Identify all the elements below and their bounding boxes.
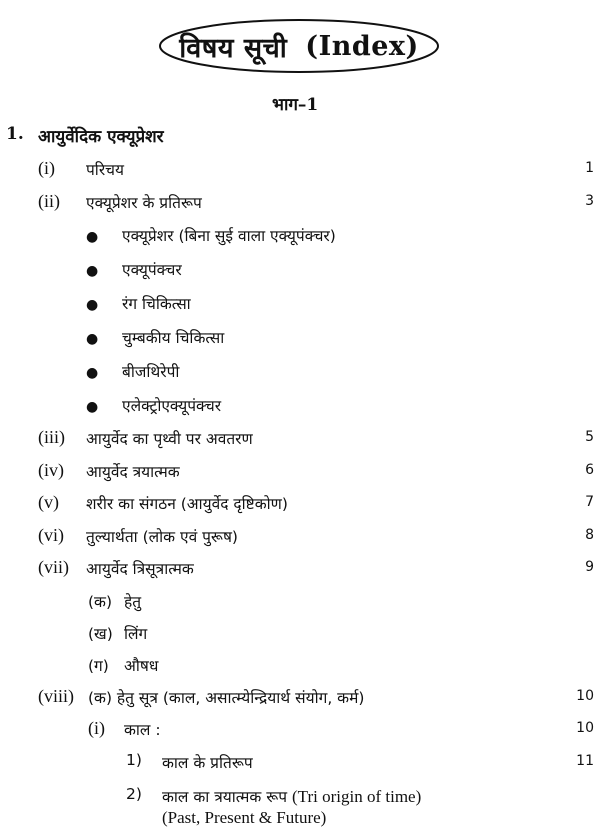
entry-text: शरीर का संगठन (आयुर्वेद दृष्टिकोण) xyxy=(86,495,288,513)
bullet-item: एलेक्ट्रोएक्यूपंक्चर xyxy=(122,397,222,415)
bullet-item: रंग चिकित्सा xyxy=(122,295,191,313)
page-number: 9 xyxy=(585,559,594,575)
entry-text: एक्यूप्रेशर के प्रतिरूप xyxy=(86,194,202,212)
section-title: आयुर्वेदिक एक्यूप्रेशर xyxy=(38,127,164,147)
bullet-icon: ● xyxy=(86,365,99,381)
sub-item: हेतु xyxy=(124,593,142,611)
bullet-item: एक्यूप्रेशर (बिना सुई वाला एक्यूपंक्चर) xyxy=(122,227,336,245)
bullet-icon: ● xyxy=(86,263,99,279)
item-text-english: (Tri origin of time) xyxy=(292,787,422,806)
page-number: 11 xyxy=(576,753,594,769)
entry-marker: (vii) xyxy=(38,557,69,577)
entry-text: परिचय xyxy=(86,161,124,179)
entry-marker: (iv) xyxy=(38,460,64,480)
title-english: (Index) xyxy=(305,30,419,62)
page-number: 10 xyxy=(576,720,594,736)
item-text: काल के प्रतिरूप xyxy=(162,754,253,772)
page-number: 1 xyxy=(585,160,594,176)
item-text xyxy=(162,785,421,807)
entry-marker: (viii) xyxy=(38,686,74,706)
entry-marker: (vi) xyxy=(38,525,64,545)
entry-marker: (v) xyxy=(38,492,59,512)
sub-item: लिंग xyxy=(124,625,148,643)
entry-text: तुल्यार्थता (लोक एवं पुरूष) xyxy=(86,528,238,546)
page-number: 7 xyxy=(585,494,594,510)
entry-text: आयुर्वेद त्रयात्मक xyxy=(86,463,180,481)
entry-marker: (ii) xyxy=(38,191,60,211)
part-heading: भाग–1 xyxy=(272,95,319,115)
page-number: 10 xyxy=(576,688,594,704)
item-marker: 2) xyxy=(126,785,142,803)
item-marker: 1) xyxy=(126,751,142,769)
bullet-icon: ● xyxy=(86,399,99,415)
sub-marker: (ख) xyxy=(88,625,113,643)
entry-text: आयुर्वेद त्रिसूत्रात्मक xyxy=(86,560,194,578)
page-number: 3 xyxy=(585,193,594,209)
item-text-line2: (Past, Present & Future) xyxy=(162,808,327,827)
entry-marker: (iii) xyxy=(38,427,65,447)
sub-marker: (क) xyxy=(88,593,112,611)
bullet-icon: ● xyxy=(86,229,99,245)
entry-text: काल : xyxy=(124,721,161,739)
section-number: 1. xyxy=(6,124,24,144)
bullet-icon: ● xyxy=(86,331,99,347)
page-number: 5 xyxy=(585,429,594,445)
title-hindi: विषय सूची xyxy=(179,32,288,64)
bullet-item: एक्यूपंक्चर xyxy=(122,261,182,279)
sub-item: औषध xyxy=(124,657,159,675)
bullet-item: चुम्बकीय चिकित्सा xyxy=(122,329,225,347)
bullet-icon: ● xyxy=(86,297,99,313)
item-text-hindi: काल का त्रयात्मक रूप xyxy=(162,788,288,806)
sub-marker: (ग) xyxy=(88,657,109,675)
entry-text: (क) हेतु सूत्र (काल, असात्म्येन्द्रियार्थ संयोग, कर्म) xyxy=(88,689,365,707)
index-title xyxy=(158,18,440,74)
page-number: 8 xyxy=(585,527,594,543)
entry-text: आयुर्वेद का पृथ्वी पर अवतरण xyxy=(86,430,253,448)
entry-marker: (i) xyxy=(88,718,105,738)
entry-marker: (i) xyxy=(38,158,55,178)
page-number: 6 xyxy=(585,462,594,478)
bullet-item: बीजथिरेपी xyxy=(122,363,180,381)
